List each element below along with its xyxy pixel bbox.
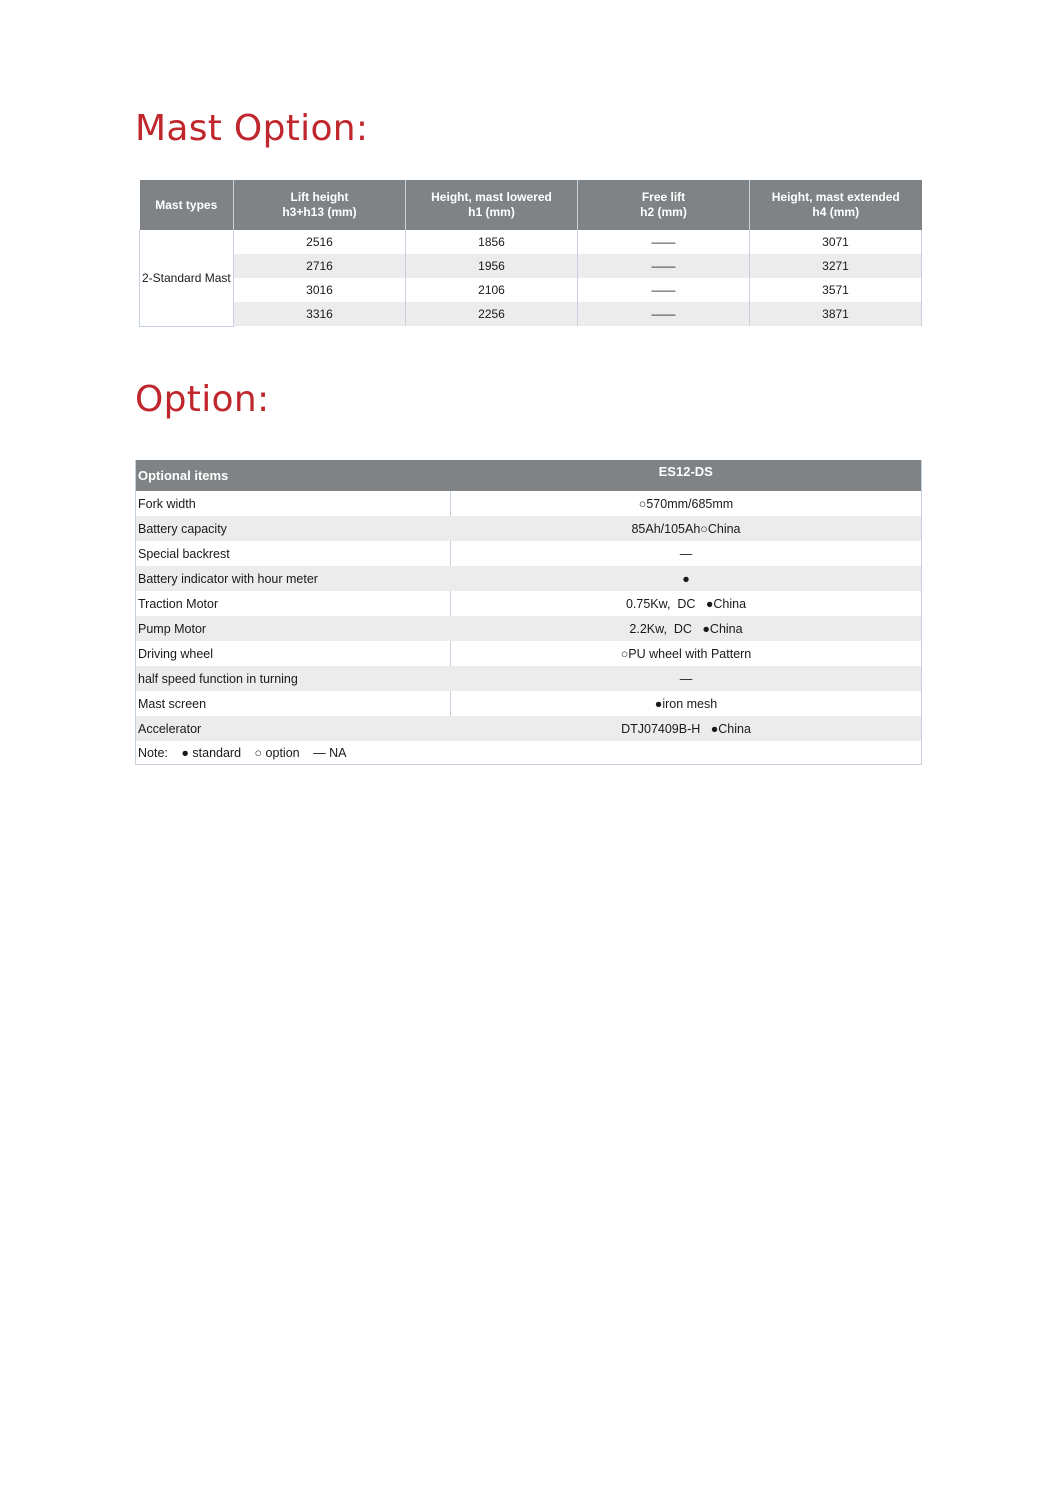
- header-height-mast-extended: [750, 180, 922, 230]
- mast-option-heading: Mast Option:: [135, 108, 369, 149]
- table-row: [140, 278, 922, 302]
- mast-option-table: [139, 180, 922, 327]
- mast-extended-cell: 3571: [750, 278, 922, 302]
- table-row: [140, 230, 922, 254]
- option-value-cell: DTJ07409B-H ●China: [451, 716, 922, 741]
- header-subtext: h2 (mm): [640, 205, 687, 219]
- header-text: Free lift: [641, 190, 686, 204]
- table-row: [136, 691, 922, 716]
- table-row: [136, 716, 922, 741]
- note-row: [136, 741, 922, 765]
- option-value-cell: ●: [451, 566, 922, 591]
- header-mast-types: [140, 180, 234, 230]
- table-row: [136, 616, 922, 641]
- free-lift-cell: ——: [578, 278, 750, 302]
- option-value-cell: —: [451, 666, 922, 691]
- header-subtext: h4 (mm): [812, 205, 860, 219]
- option-item-cell: half speed function in turning: [136, 666, 451, 691]
- mast-type-cell: 2-Standard Mast: [140, 230, 234, 326]
- lift-height-cell: 2516: [234, 230, 406, 254]
- free-lift-cell: ——: [578, 302, 750, 326]
- mast-lowered-cell: 2106: [406, 278, 578, 302]
- header-free-lift: [578, 180, 750, 230]
- header-optional-items: Optional items: [136, 460, 451, 491]
- mast-extended-cell: 3071: [750, 230, 922, 254]
- option-value-cell: 0.75Kw, DC ●China: [451, 591, 922, 616]
- free-lift-cell: ——: [578, 254, 750, 278]
- note-label: Note:: [138, 745, 168, 760]
- note-option: ○ option: [254, 745, 300, 760]
- table-row: [136, 591, 922, 616]
- option-item-cell: Mast screen: [138, 696, 207, 711]
- option-item-cell: Fork width: [138, 496, 196, 511]
- option-item-cell: Pump Motor: [136, 616, 451, 641]
- mast-table-header-row: [140, 180, 922, 230]
- table-row: [136, 541, 922, 566]
- table-row: [136, 641, 922, 666]
- mast-extended-cell: 3271: [750, 254, 922, 278]
- free-lift-cell: ——: [578, 230, 750, 254]
- option-item-cell: Driving wheel: [138, 646, 214, 661]
- mast-lowered-cell: 2256: [406, 302, 578, 326]
- option-item-cell: Accelerator: [136, 716, 451, 741]
- option-value-cell: ○570mm/685mm: [451, 491, 922, 516]
- option-value-cell: —: [451, 541, 922, 566]
- option-heading: Option:: [135, 379, 270, 420]
- header-model: ES12-DS: [451, 460, 922, 491]
- note-na: — NA: [313, 745, 347, 760]
- lift-height-cell: 2716: [234, 254, 406, 278]
- option-item-cell: Battery indicator with hour meter: [136, 566, 451, 591]
- header-text: Lift height: [290, 190, 349, 204]
- option-value-cell: 2.2Kw, DC ●China: [451, 616, 922, 641]
- header-height-mast-lowered: [406, 180, 578, 230]
- option-item-cell: Battery capacity: [136, 516, 451, 541]
- table-row: [140, 254, 922, 278]
- mast-extended-cell: 3871: [750, 302, 922, 326]
- option-table-header-row: [136, 460, 922, 491]
- table-row: [136, 491, 922, 516]
- header-text: Height, mast lowered: [431, 190, 552, 204]
- header-text: Height, mast extended: [771, 190, 900, 204]
- option-value-cell: 85Ah/105Ah○China: [451, 516, 922, 541]
- optional-items-table: [135, 460, 922, 765]
- header-text: Mast types: [155, 197, 218, 212]
- table-row: [136, 516, 922, 541]
- option-item-cell: Special backrest: [138, 546, 230, 561]
- header-lift-height: [234, 180, 406, 230]
- option-value-cell: ●iron mesh: [451, 691, 922, 716]
- lift-height-cell: 3016: [234, 278, 406, 302]
- table-row: [136, 666, 922, 691]
- note-standard: ● standard: [181, 745, 242, 760]
- table-row: [140, 302, 922, 326]
- mast-lowered-cell: 1856: [406, 230, 578, 254]
- header-subtext: h3+h13 (mm): [282, 205, 357, 219]
- header-subtext: h1 (mm): [468, 205, 515, 219]
- lift-height-cell: 3316: [234, 302, 406, 326]
- option-item-cell: Traction Motor: [138, 596, 219, 611]
- legend-note: [136, 741, 922, 765]
- option-value-cell: ○PU wheel with Pattern: [451, 641, 922, 666]
- table-row: [136, 566, 922, 591]
- mast-lowered-cell: 1956: [406, 254, 578, 278]
